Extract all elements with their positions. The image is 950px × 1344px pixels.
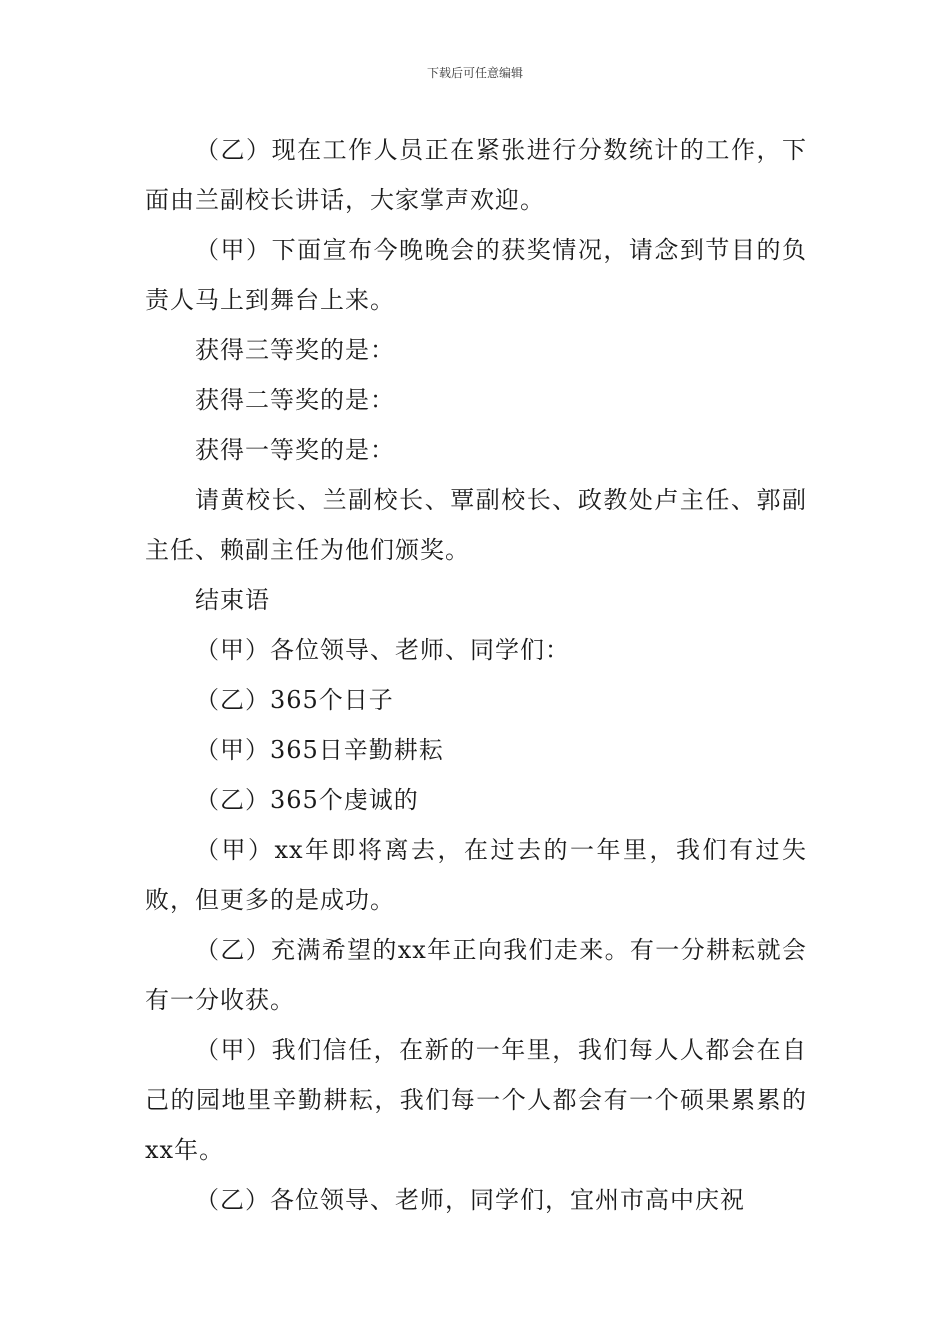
- paragraph-10: （甲）365日辛勤耕耘: [195, 736, 444, 764]
- paragraph-3: 获得三等奖的是：: [195, 336, 395, 364]
- paragraph-9: （乙）365个日子: [195, 686, 394, 714]
- page-header: 下载后可任意编辑: [426, 66, 523, 80]
- paragraph-4: 获得二等奖的是：: [195, 386, 395, 414]
- paragraph-1: （乙）现在工作人员正在紧张进行分数统计的工作，下面由兰副校长讲话，大家掌声欢迎。: [145, 136, 807, 214]
- paragraph-14: （甲）我们信任，在新的一年里，我们每人人都会在自己的园地里辛勤耕耘，我们每一个人都会有一个硕果累累的xx年。: [145, 1036, 807, 1164]
- document-body: [145, 125, 807, 1225]
- paragraph-6: 请黄校长、兰副校长、覃副校长、政教处卢主任、郭副主任、赖副主任为他们颁奖。: [145, 486, 807, 564]
- paragraph-8: （甲）各位领导、老师、同学们：: [195, 636, 570, 664]
- paragraph-5: 获得一等奖的是：: [195, 436, 395, 464]
- paragraph-13: （乙）充满希望的xx年正向我们走来。有一分耕耘就会有一分收获。: [145, 936, 807, 1014]
- paragraph-11: （乙）365个虔诚的: [195, 786, 419, 814]
- paragraph-7: 结束语: [195, 586, 270, 614]
- paragraph-15: （乙）各位领导、老师，同学们，宜州市高中庆祝: [195, 1186, 745, 1214]
- paragraph-2: （甲）下面宣布今晚晚会的获奖情况，请念到节目的负责人马上到舞台上来。: [145, 236, 807, 314]
- paragraph-12: （甲）xx年即将离去，在过去的一年里，我们有过失败，但更多的是成功。: [145, 836, 807, 914]
